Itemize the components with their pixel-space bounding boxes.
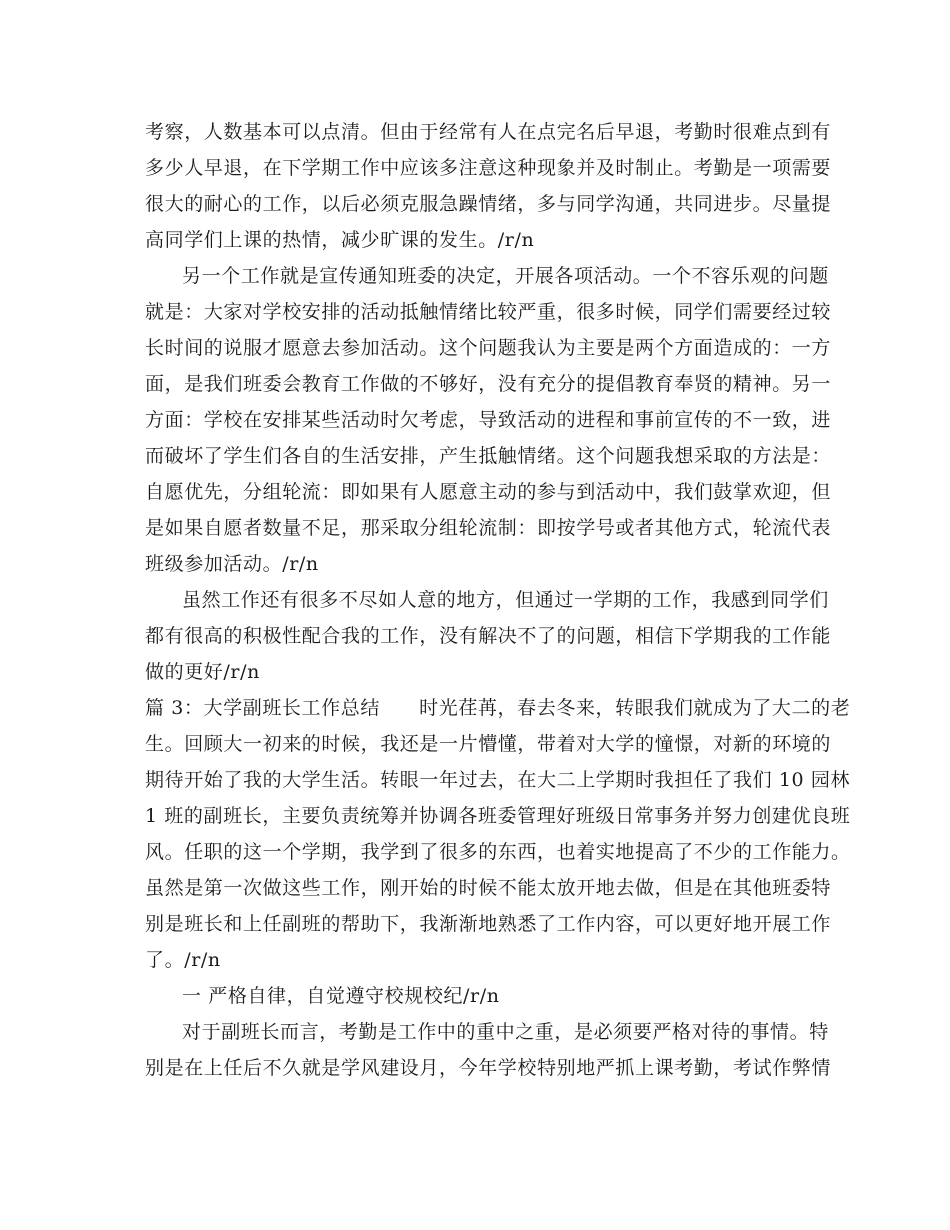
text-line: 1 班的副班长，主要负责统筹并协调各班委管理好班级日常事务并努力创建优良班 xyxy=(145,805,851,827)
text-line: 都有很高的积极性配合我的工作，没有解决不了的问题，相信下学期我的工作能 xyxy=(145,625,832,647)
text-line: 很大的耐心的工作，以后必须克服急躁情绪，多与同学沟通，共同进步。尽量提 xyxy=(145,193,832,215)
subheading-line: 一 严格自律，自觉遵守校规校纪/r/n xyxy=(182,985,500,1007)
text-line: 别是班长和上任副班的帮助下，我渐渐地熟悉了工作内容，可以更好地开展工作 xyxy=(145,913,832,935)
text-line: 自愿优先，分组轮流：即如果有人愿意主动的参与到活动中，我们鼓掌欢迎，但 xyxy=(145,481,832,503)
text-line: 做的更好/r/n xyxy=(145,661,260,683)
text-line: 班级参加活动。/r/n xyxy=(145,553,319,575)
text-line: 就是：大家对学校安排的活动抵触情绪比较严重，很多时候，同学们需要经过较 xyxy=(145,301,832,323)
text-line: 别是在上任后不久就是学风建设月，今年学校特别地严抓上课考勤，考试作弊情 xyxy=(145,1057,832,1079)
section-heading-line: 篇 3：大学副班长工作总结 时光荏苒，春去冬来，转眼我们就成为了大二的老 xyxy=(145,697,851,719)
text-line: 对于副班长而言，考勤是工作中的重中之重，是必须要严格对待的事情。特 xyxy=(182,1021,829,1043)
text-line: 风。任职的这一个学期，我学到了很多的东西，也着实地提高了不少的工作能力。 xyxy=(145,841,851,863)
text-line: 多少人早退，在下学期工作中应该多注意这种现象并及时制止。考勤是一项需要 xyxy=(145,157,832,179)
text-line: 生。回顾大一初来的时候，我还是一片懵懂，带着对大学的憧憬，对新的环境的 xyxy=(145,733,832,755)
text-line: 是如果自愿者数量不足，那采取分组轮流制：即按学号或者其他方式，轮流代表 xyxy=(145,517,832,539)
text-line: 面，是我们班委会教育工作做的不够好，没有充分的提倡教育奉贤的精神。另一 xyxy=(145,373,832,395)
text-line: 虽然工作还有很多不尽如人意的地方，但通过一学期的工作，我感到同学们 xyxy=(182,589,829,611)
text-line: 高同学们上课的热情，减少旷课的发生。/r/n xyxy=(145,229,535,251)
text-line: 长时间的说服才愿意去参加活动。这个问题我认为主要是两个方面造成的：一方 xyxy=(145,337,832,359)
text-line: 了。/r/n xyxy=(145,949,221,971)
text-line: 考察，人数基本可以点清。但由于经常有人在点完名后早退，考勤时很难点到有 xyxy=(145,121,832,143)
text-line: 另一个工作就是宣传通知班委的决定，开展各项活动。一个不容乐观的问题 xyxy=(182,265,829,287)
text-line: 而破坏了学生们各自的生活安排，产生抵触情绪。这个问题我想采取的方法是： xyxy=(145,445,832,467)
text-line: 方面：学校在安排某些活动时欠考虑，导致活动的进程和事前宣传的不一致，进 xyxy=(145,409,832,431)
text-line: 期待开始了我的大学生活。转眼一年过去，在大二上学期时我担任了我们 10 园林 xyxy=(145,769,851,791)
text-line: 虽然是第一次做这些工作，刚开始的时候不能太放开地去做，但是在其他班委特 xyxy=(145,877,832,899)
